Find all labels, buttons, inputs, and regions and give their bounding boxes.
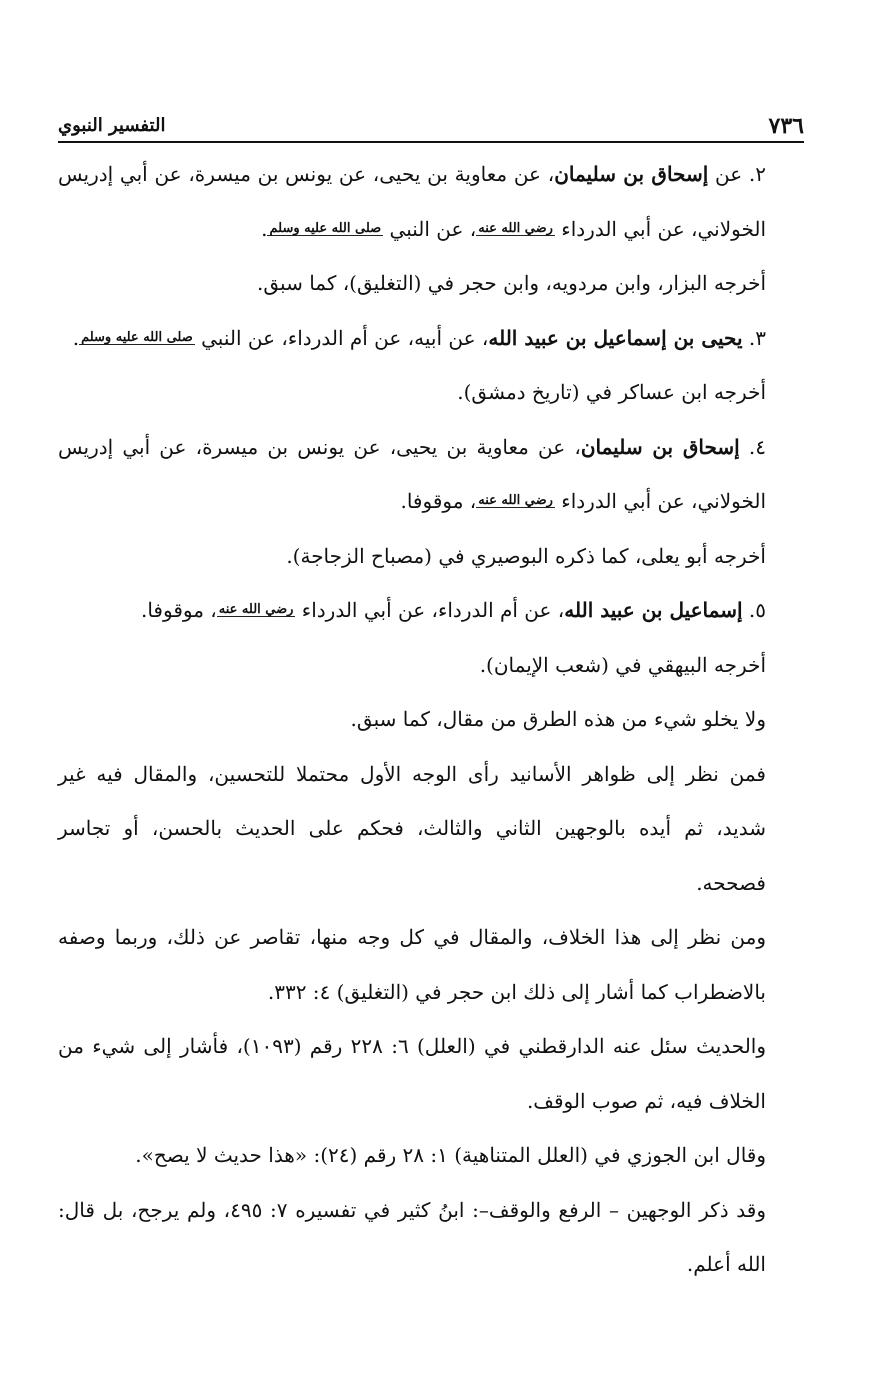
- running-title: التفسير النبوي: [58, 115, 166, 136]
- takhrij-2: أخرجه البزار، وابن مردويه، وابن حجر في (التغليق)، كما سبق.: [257, 271, 766, 295]
- analysis-paragraph: ومن نظر إلى هذا الخلاف، والمقال في كل وجه منها، تقاصر عن ذلك، وربما وصفه بالاضطراب كما أشار إلى ذلك ابن حجر في (التغليق) ٤: ٣٣٢.: [58, 925, 767, 1004]
- analysis-paragraph: فمن نظر إلى ظواهر الأسانيد رأى الوجه الأول محتملا للتحسين، والمقال فيه غير شديد، ثم أيده بالوجهين الثاني والثالث، فحكم على الحديث بالحسن، أو تجاسر فصححه.: [58, 761, 766, 895]
- narrator-name: يحيى بن إسماعيل بن عبيد الله: [488, 325, 743, 350]
- honorific-radiya-icon: رضي الله عنه: [478, 493, 553, 508]
- honorific-radiya-icon: رضي الله عنه: [218, 602, 294, 617]
- chain-5: ٥. إسماعيل بن عبيد الله، عن أم الدرداء، عن أبي الدرداء رضي الله عنه، موقوفا.: [140, 598, 766, 622]
- takhrij-5: أخرجه البيهقي في (شعب الإيمان).: [479, 652, 766, 677]
- page-number: ٧٣٦: [768, 113, 804, 139]
- takhrij-3: أخرجه ابن عساكر في (تاريخ دمشق).: [457, 380, 766, 404]
- analysis-paragraph: وقد ذكر الوجهين – الرفع والوقف–: ابنُ كثير في تفسيره ٧: ٤٩٥، ولم يرجح، بل قال: الله أعلم.: [58, 1197, 766, 1276]
- chain-4: ٤. إسحاق بن سليمان، عن معاوية بن يحيى، عن يونس بن ميسرة، عن أبي إدريس الخولاني، عن أبي الدرداء رضي الله عنه، موقوفا.: [58, 434, 767, 513]
- remark-paragraph: ولا يخلو شيء من هذه الطرق من مقال، كما سبق.: [350, 707, 766, 731]
- narrator-name: إسماعيل بن عبيد الله: [564, 598, 743, 622]
- honorific-salla-icon: صلى الله عليه وسلم: [81, 329, 193, 345]
- book-page: [58, 103, 804, 1292]
- narrator-name: إسحاق بن سليمان: [580, 434, 740, 459]
- takhrij-4: أخرجه أبو يعلى، كما ذكره البوصيري في (مصباح الزجاجة).: [286, 543, 766, 568]
- analysis-paragraph: والحديث سئل عنه الدارقطني في (العلل) ٦: ٢٢٨ رقم (١٠٩٣)، فأشار إلى شيء من الخلاف فيه، ثم صوب الوقف.: [58, 1034, 766, 1113]
- chain-3: ٣. يحيى بن إسماعيل بن عبيد الله، عن أبيه، عن أم الدرداء، عن النبي صلى الله عليه وسلم.: [72, 325, 766, 350]
- page-header: [58, 103, 804, 143]
- chain-2: ٢. عن إسحاق بن سليمان، عن معاوية بن يحيى، عن يونس بن ميسرة، عن أبي إدريس الخولاني، عن أبي الدرداء رضي الله عنه، عن النبي صلى الله عليه وسلم.: [58, 162, 767, 241]
- analysis-paragraph: وقال ابن الجوزي في (العلل المتناهية) ١: ٢٨ رقم (٢٤): «هذا حديث لا يصح».: [135, 1143, 766, 1167]
- body-text: [58, 147, 804, 1292]
- narrator-name: إسحاق بن سليمان: [554, 162, 709, 186]
- honorific-radiya-icon: رضي الله عنه: [478, 220, 553, 236]
- honorific-salla-icon: صلى الله عليه وسلم: [269, 220, 382, 236]
